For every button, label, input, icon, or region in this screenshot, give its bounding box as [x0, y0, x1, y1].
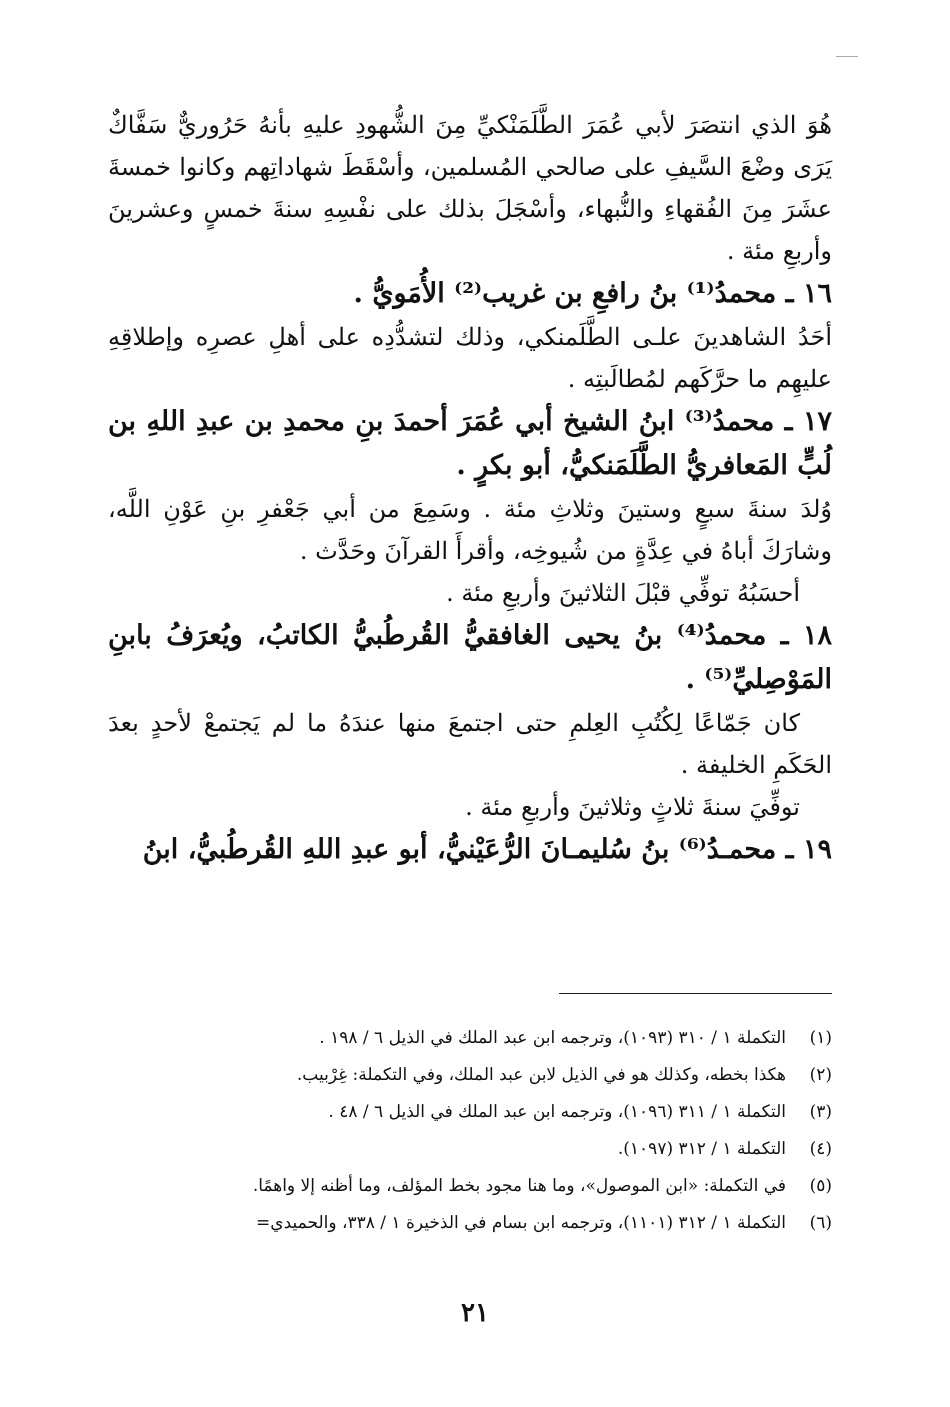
paragraph-continuation: هُوَ الذي انتصَرَ لأبي عُمَرَ الطَّلَمَنْكيِّ مِنَ الشُّهودِ عليهِ بأنهُ حَرُوريٌّ سَفَّاكٌ يَرَى وضْعَ السَّيفِ على صالحي المُسلمين، وأسْقَطَ شهاداتِهم وكانوا خمسةَ عشَرَ مِنَ الفُقهاءِ والنُّبهاء، وأسْجَلَ بذلك على نفْسِهِ سنةَ خمسٍ وعشرينَ وأربعِ مئة .	[108, 111, 832, 265]
footnote-number: (٢)	[809, 1065, 832, 1085]
entry-heading-17: ١٧ ـ محمدُ⁽³⁾ ابنُ الشيخ أبي عُمَرَ أحمدَ بنِ محمدِ بن عبدِ اللهِ بن لُبٍّ المَعافريُّ الطَّلَمَنكيُّ، أبو بكرٍ .	[108, 406, 832, 481]
entry-17-death: أحسَبُهُ توفِّي قبْلَ الثلاثينَ وأربعِ مئة .	[446, 579, 800, 607]
footnote-number: (٦)	[809, 1213, 832, 1233]
footnote-text: في التكملة: «ابن الموصول»، وما هنا مجود بخط المؤلف، وما أظنه إلا واهمًا.	[252, 1176, 786, 1196]
entry-heading-16: ١٦ ـ محمدُ⁽¹⁾ بنُ رافعِ بن غريب⁽²⁾ الأُمَويُّ .	[353, 278, 832, 309]
footnote-text: التكملة ١ / ٣١٢ (١١٠١)، وترجمه ابن بسام في الذخيرة ١ / ٣٣٨، والحميدي=	[256, 1213, 786, 1233]
entry-16-text: أحَدُ الشاهدينَ علـى الطَّلَمنكي، وذلك لتشدُّدِه على أهلِ عصرِه وإطلاقِهِ عليهِم ما حرَّكَهم لمُطالَبتِه .	[108, 323, 832, 393]
footnote-number: (٣)	[809, 1102, 832, 1122]
entry-17-text: وُلدَ سنةَ سبعٍ وستينَ وثلاثِ مئة . وسَمِعَ من أبي جَعْفرِ بنِ عَوْنِ اللَّه، وشارَكَ أباهُ في عِدَّةٍ من شُيوخِه، وأقرأَ القرآنَ وحَدَّث .	[108, 495, 832, 565]
footnote-text: هكذا بخطه، وكذلك هو في الذيل لابن عبد الملك، وفي التكملة: غِرْبيب.	[296, 1065, 786, 1085]
entry-heading-19: ١٩ ـ محمـدُ⁽⁶⁾ بنُ سُليمـانَ الرُّعَيْنيُّ، أبو عبدِ اللهِ القُرطُبيُّ، ابنُ	[142, 834, 832, 865]
footnote-4	[108, 1131, 832, 1168]
footnote-1	[108, 1020, 832, 1057]
footnote-text: التكملة ١ / ٣١١ (١٠٩٦)، وترجمه ابن عبد الملك في الذيل ٦ / ٤٨ .	[328, 1102, 786, 1122]
footnote-text: التكملة ١ / ٣١٢ (١٠٩٧).	[617, 1139, 786, 1159]
footnote-text: التكملة ١ / ٣١٠ (١٠٩٣)، وترجمه ابن عبد الملك في الذيل ٦ / ١٩٨ .	[319, 1028, 786, 1048]
corner-mark	[836, 56, 858, 57]
entry-18-text: كان جَمّاعًا لِكُتُبِ العِلمِ حتى اجتمعَ منها عندَهُ ما لم يَجتمعْ لأحدٍ بعدَ الحَكَمِ الخليفة .	[108, 709, 832, 779]
footnote-number: (١)	[809, 1028, 832, 1048]
main-text	[108, 104, 832, 872]
footnotes	[108, 1020, 832, 1242]
entry-heading-18: ١٨ ـ محمدُ⁽⁴⁾ بنُ يحيى الغافقيُّ القُرطُبيُّ الكاتبُ، ويُعرَفُ بابنِ المَوْصِليِّ⁽⁵⁾ .	[108, 620, 832, 695]
footnote-5	[108, 1168, 832, 1205]
footnote-3	[108, 1094, 832, 1131]
footnote-6	[108, 1205, 832, 1242]
entry-18-death: توفِّيَ سنةَ ثلاثٍ وثلاثينَ وأربعِ مئة .	[465, 793, 800, 821]
footnote-divider	[559, 993, 832, 994]
footnote-number: (٥)	[809, 1176, 832, 1196]
footnote-2	[108, 1057, 832, 1094]
page-number: ٢١	[461, 1298, 489, 1328]
footnote-number: (٤)	[809, 1139, 832, 1159]
